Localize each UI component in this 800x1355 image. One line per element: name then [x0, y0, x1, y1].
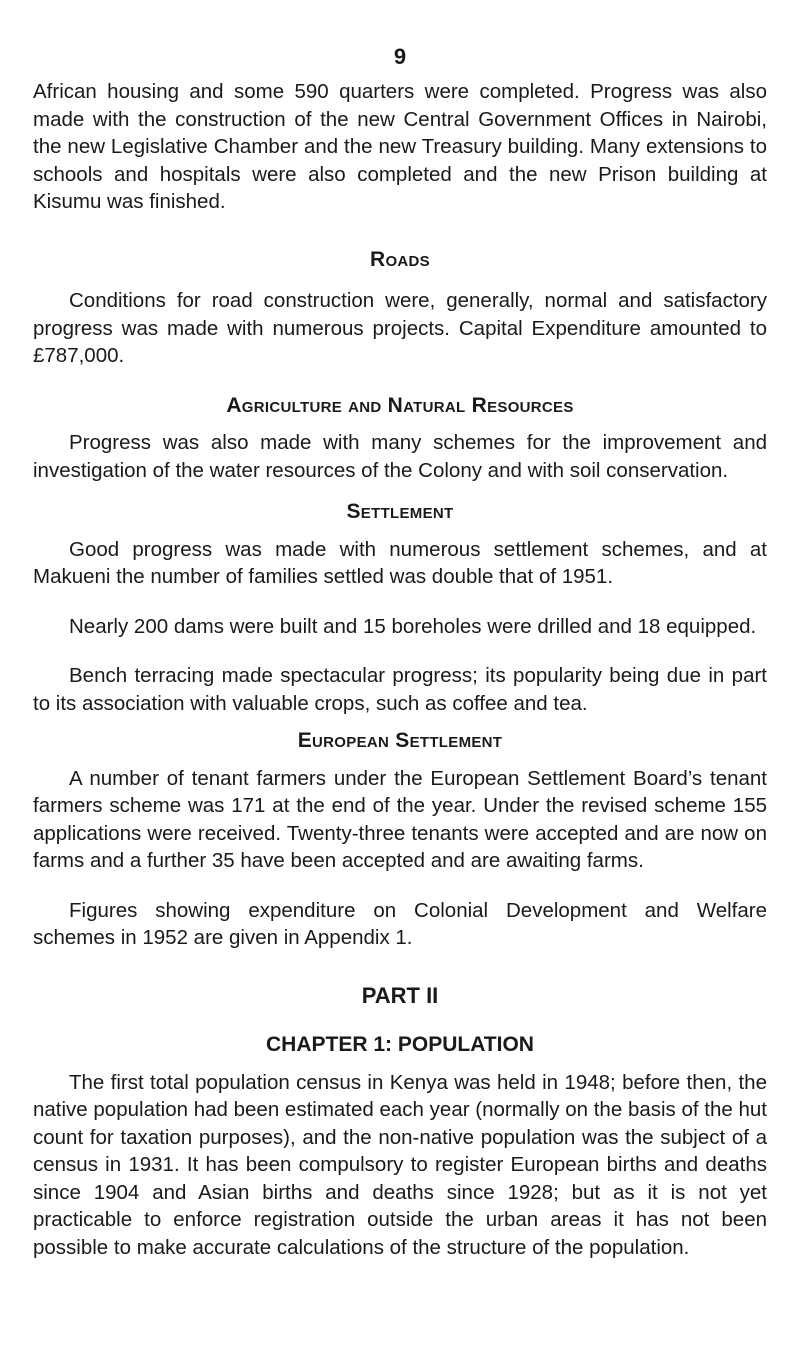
agriculture-heading: Agriculture and Natural Resources	[226, 393, 574, 417]
roads-heading: Roads	[369, 247, 430, 271]
part-title: PART II	[361, 982, 439, 1008]
settlement-paragraph-1: Good progress was made with numerous settlement schemes, and at Makueni the number of families settled was double that of 1951.	[33, 537, 767, 588]
roads-paragraph: Conditions for road construction were, generally, normal and satisfactory progress was made with numerous projects. Capital Expenditure amounted to £787,000.	[33, 289, 767, 367]
settlement-paragraph-2: Nearly 200 dams were built and 15 boreholes were drilled and 18 equipped.	[69, 614, 757, 638]
european-settlement-heading: European Settlement	[297, 729, 503, 752]
body-text	[33, 78, 767, 1261]
settlement-heading: Settlement	[346, 500, 454, 523]
settlement-paragraph-3: Bench terracing made spectacular progress; its popularity being due in part to its association with valuable crops, such as coffee and tea.	[33, 664, 767, 715]
chapter-title: CHAPTER 1: POPULATION	[266, 1033, 534, 1056]
intro-paragraph: African housing and some 590 quarters were completed. Progress was also made with the construction of the new Central Government Offices in Nairobi, the new Legislative Chamber and the new Treasury building. Many extensions to schools and hospitals were also completed and the new Prison building at Kisumu was finished.	[33, 80, 767, 213]
european-settlement-paragraph-1: A number of tenant farmers under the European Settlement Board’s tenant farmers scheme was 171 at the end of the year. Under the revised scheme 155 applications were received. Twenty-three tenants were accepted and are now on farms and a further 35 have been accepted and are awaiting farms.	[33, 766, 767, 872]
population-paragraph: The first total population census in Kenya was held in 1948; before then, the native population had been estimated each year (normally on the basis of the hut count for taxation purposes), and the non-native population was the subject of a census in 1931. It has been compulsory to register European births and deaths since 1904 and Asian births and deaths since 1928; but as it is not yet practicable to enforce registration outside the urban areas it has not been possible to make accurate calculations of the structure of the population.	[33, 1070, 767, 1259]
european-settlement-paragraph-2: Figures showing expenditure on Colonial Development and Welfare schemes in 1952 are given in Appendix 1.	[33, 898, 767, 949]
page-number: 9	[393, 44, 407, 69]
agriculture-paragraph: Progress was also made with many schemes for the improvement and investigation of the water resources of the Colony and with soil conservation.	[33, 431, 767, 482]
